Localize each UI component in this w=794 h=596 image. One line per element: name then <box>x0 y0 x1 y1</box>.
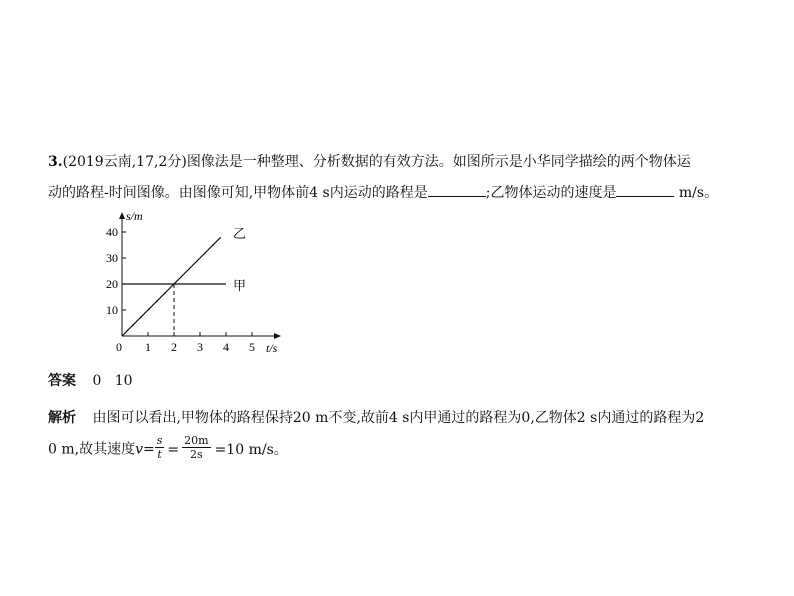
velocity-symbol: v <box>135 441 144 458</box>
y-ticks <box>106 225 126 317</box>
question-text-2b: ;乙物体运动的速度是 <box>485 185 617 201</box>
series-group <box>122 237 226 336</box>
answer-line <box>48 370 133 390</box>
frac1-numerator: s <box>156 434 163 447</box>
question-number: 3. <box>48 154 63 170</box>
y-tick-label: 40 <box>106 225 118 239</box>
equals-sign: = <box>143 441 155 458</box>
fraction-20m-over-2s <box>182 434 210 461</box>
distance-time-graph <box>100 208 300 358</box>
equals-sign-2: = <box>167 441 180 458</box>
series-yi-line <box>122 237 221 336</box>
analysis-text-1: 由图可以看出,甲物体的路程保持20 m不变,故前4 s内甲通过的路程为0,乙物体2 s内通过的路程为2 <box>92 410 705 426</box>
question-line-1 <box>48 151 691 171</box>
x-axis-arrow <box>274 333 281 339</box>
x-axis-label: t/s <box>266 341 278 355</box>
frac2-denominator: 2s <box>190 448 203 461</box>
question-unit: m/s。 <box>674 185 719 201</box>
x-ticks <box>145 332 255 354</box>
label-jia: 甲 <box>233 278 247 293</box>
question-text-1: 图像法是一种整理、分析数据的有效方法。如图所示是小华同学描绘的两个物体运 <box>186 154 691 170</box>
label-yi: 乙 <box>233 226 247 241</box>
origin-label: 0 <box>116 340 122 354</box>
analysis-line-2 <box>48 436 288 463</box>
analysis-line-1 <box>48 407 704 427</box>
answer-values: 0 10 <box>92 373 133 389</box>
y-tick-label: 10 <box>106 303 118 317</box>
y-axis-arrow <box>119 212 125 219</box>
fraction-s-over-t <box>155 434 165 461</box>
y-axis-label: s/m <box>126 209 143 223</box>
answer-blank-2[interactable] <box>616 184 674 197</box>
question-text-2a: 动的路程-时间图像。由图像可知,甲物体前4 s内运动的路程是 <box>48 185 428 201</box>
frac1-denominator: t <box>157 448 162 461</box>
x-tick-label: 5 <box>249 340 255 354</box>
question-line-2 <box>48 182 718 202</box>
answer-blank-1[interactable] <box>428 184 486 197</box>
answer-label: 答案 <box>48 373 76 389</box>
frac2-numerator: 20m <box>184 434 209 447</box>
analysis-label: 解析 <box>48 410 76 426</box>
question-source: (2019云南,17,2分) <box>62 154 187 170</box>
x-tick-label: 1 <box>145 340 151 354</box>
x-tick-label: 3 <box>197 340 203 354</box>
analysis-text-2: 0 m,故其速度 <box>48 441 136 458</box>
x-tick-label: 2 <box>171 340 177 354</box>
x-tick-label: 4 <box>223 340 229 354</box>
analysis-result: =10 m/s。 <box>214 441 288 458</box>
y-tick-label: 20 <box>106 277 118 291</box>
y-tick-label: 30 <box>106 251 118 265</box>
